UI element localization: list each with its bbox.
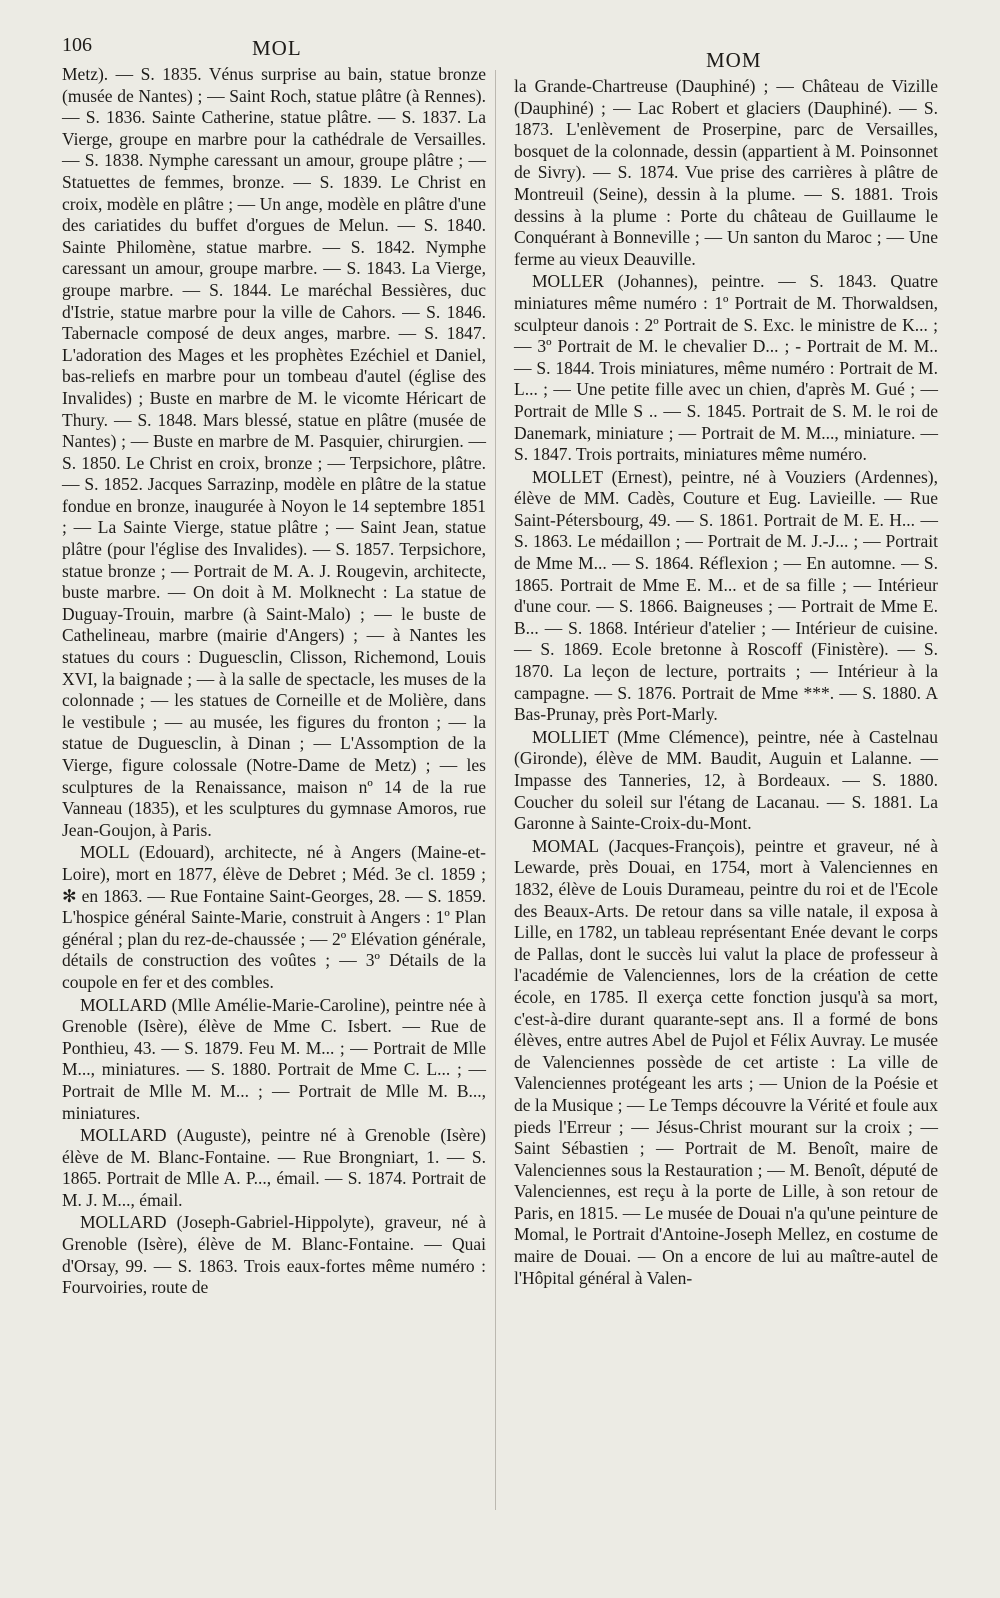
entry-momal-jacques: MOMAL (Jacques-François), peintre et graveur, né à Lewarde, près Douai, en 1754, mort à Valenciennes en 1832, élève de Louis Durameau, peintre du roi et de l'Ecole des Beaux-Arts. De retour dans sa ville natale, il exposa à Lille, en 1782, un tableau représentant Enée devant le corps de Pallas, dont le succès lui valut la place de professeur à l'académie de Valenciennes, lors de la création de cette école, en 1785. Il exerça cette fonction jusqu'à sa mort, c'est-à-dire durant quarante-sept ans. Il a formé de bons élèves, entre autres Abel de Pujol et Félix Auvray. Le musée de Valenciennes possède de cet artiste : La ville de Valenciennes protégeant les arts ; — Union de la Poésie et de la Musique ; — Le Temps découvre la Vérité et foule aux pieds l'Erreur ; — Jésus-Christ mourant sur la croix ; — Saint Sébastien ; — Portrait de M. Benoît, maire de Valenciennes sous la Restauration ; — M. Benoît, député de Valenciennes, est reçu à la porte de Lille, à son retour de Paris, en 1815. — Le musée de Douai n'a qu'une peinture de Momal, le Portrait d'Antoine-Joseph Mellez, en costume de maire de Douai. — On a encore de lui au maître-autel de l'Hôpital général à Valen-: [514, 835, 938, 1288]
entry-molliet-clemence: MOLLIET (Mme Clémence), peintre, née à Castelnau (Gironde), élève de MM. Baudit, Auguin et Lalanne. — Impasse des Tanneries, 12, à Bordeaux. — S. 1880. Coucher du soleil sur l'étang de Lacanau. — S. 1881. La Garonne à Sainte-Croix-du-Mont.: [514, 726, 938, 834]
left-column: [62, 64, 486, 1300]
entry-molknecht-continued: Metz). — S. 1835. Vénus surprise au bain, statue bronze (musée de Nantes) ; — Saint Roch, statue plâtre (à Rennes). — S. 1836. Sainte Catherine, statue plâtre. — S. 1837. La Vierge, groupe en marbre pour la cathédrale de Versailles. — S. 1838. Nymphe caressant un amour, groupe plâtre ; — Statuettes de femmes, bronze. — S. 1839. Le Christ en croix, modèle en plâtre ; — Un ange, modèle en plâtre d'une des cariatides du buffet d'orgues de Melun. — S. 1840. Sainte Philomène, statue marbre. — S. 1842. Nymphe caressant un amour, groupe marbre. — S. 1843. La Vierge, groupe marbre. — S. 1844. Le maréchal Bessières, duc d'Istrie, statue marbre pour la ville de Cahors. — S. 1846. Tabernacle composé de deux anges, marbre. — S. 1847. L'adoration des Mages et les prophètes Ezéchiel et Daniel, bas-reliefs en marbre pour un tombeau d'autel (église des Invalides) ; Buste en marbre de M. le vicomte Héricart de Thury. — S. 1848. Mars blessé, statue en plâtre (musée de Nantes) ; — Buste en marbre de M. Pasquier, chirurgien. — S. 1850. Le Christ en croix, bronze ; — Terpsichore, plâtre. — S. 1852. Jacques Sarrazinp, modèle en plâtre de la statue fondue en bronze, inaugurée à Noyon le 14 septembre 1851 ; — La Sainte Vierge, statue plâtre ; — Saint Jean, statue plâtre (pour l'église des Invalides). — S. 1857. Terpsichore, statue bronze ; — Portrait de M. A. J. Rougevin, architecte, buste marbre. — On doit à M. Molknecht : La statue de Duguay-Trouin, marbre (à Saint-Malo) ; — le buste de Cathelineau, marbre (mairie d'Angers) ; — à Nantes les statues du cours : Duguesclin, Clisson, Richemond, Louis XVI, la baignade ; — à la salle de spectacle, les muses de la colonnade ; — les statues de Corneille et de Molière, dans le vestibule ; — au musée, les figures du fronton ; — la statue de Duguesclin, à Dinan ; — L'Assomption de la Vierge, figure colossale (Notre-Dame de Metz) ; — les sculptures de la Renaissance, maison nº 14 de la rue Vanneau (1835), et les sculptures du gymnase Amoros, rue Jean-Goujon, à Paris.: [62, 64, 486, 840]
entry-mollard-amelie: MOLLARD (Mlle Amélie-Marie-Caroline), peintre née à Grenoble (Isère), élève de Mme C. Isbert. — Rue de Ponthieu, 43. — S. 1879. Feu M. M... ; — Portrait de Mlle M..., miniatures. — S. 1880. Portrait de Mme C. L... ; — Portrait de Mlle M. M... ; — Portrait de Mlle M. B..., miniatures.: [62, 994, 486, 1123]
entry-moll-edouard: MOLL (Edouard), architecte, né à Angers (Maine-et-Loire), mort en 1877, élève de Debret ; Méd. 3e cl. 1859 ; ✻ en 1863. — Rue Fontaine Saint-Georges, 28. — S. 1859. L'hospice général Sainte-Marie, construit à Angers : 1º Plan général ; plan du rez-de-chaussée ; — 2º Elévation générale, détails de construction des voûtes ; — 3º Détails de la coupole en fer et des combles.: [62, 842, 486, 992]
entry-mollard-joseph: MOLLARD (Joseph-Gabriel-Hippolyte), graveur, né à Grenoble (Isère), élève de M. Blanc-Fontaine. — Quai d'Orsay, 99. — S. 1863. Trois eaux-fortes même numéro : Fourvoiries, route de: [62, 1212, 486, 1298]
entry-mollet-ernest: MOLLET (Ernest), peintre, né à Vouziers (Ardennes), élève de MM. Cadès, Couture et Eug. Lavieille. — Rue Saint-Pétersbourg, 49. — S. 1861. Portrait de M. E. H... — S. 1863. Le médaillon ; — Portrait de M. J.-J... ; — Portrait de Mme M... — S. 1864. Réflexion ; — En automne. — S. 1865. Portrait de Mme E. M... et de sa fille ; — Intérieur d'une cour. — S. 1866. Baigneuses ; — Portrait de Mme E. B... — S. 1868. Intérieur d'atelier ; — Intérieur de cuisine. — S. 1869. Ecole bretonne à Roscoff (Finistère). — S. 1870. La leçon de lecture, portraits ; — Intérieur à la campagne. — S. 1876. Portrait de Mme ***. — S. 1880. A Bas-Prunay, près Port-Marly.: [514, 466, 938, 725]
entry-mollard-joseph-continued: la Grande-Chartreuse (Dauphiné) ; — Château de Vizille (Dauphiné) ; — Lac Robert et glaciers (Dauphiné). — S. 1873. L'enlèvement de Proserpine, parc de Versailles, bosquet de la colonnade, dessin (appartient à M. Poinsonnet de Sivry). — S. 1874. Vue prise des carrières à plâtre de Montreuil (Seine), dessin à la plume. — S. 1881. Trois dessins à la plume : Porte du château de Guillaume le Conquérant à Bonneville ; — Un santon du Maroc ; — Une ferme au vieux Deauville.: [514, 76, 938, 269]
entry-mollard-auguste: MOLLARD (Auguste), peintre né à Grenoble (Isère) élève de M. Blanc-Fontaine. — Rue Brongniart, 1. — S. 1865. Portrait de Mlle A. P..., émail. — S. 1874. Portrait de M. J. M..., émail.: [62, 1125, 486, 1210]
column-divider: [495, 70, 496, 1510]
running-head-right: MOM: [706, 48, 762, 72]
right-column: [514, 76, 938, 1290]
running-head-left: MOL: [252, 36, 302, 60]
page-number: 106: [62, 34, 92, 56]
entry-moller-johannes: MOLLER (Johannes), peintre. — S. 1843. Quatre miniatures même numéro : 1º Portrait de M. Thorwaldsen, sculpteur danois : 2º Portrait de S. Exc. le ministre de K... ; — 3º Portrait de M. le chevalier D... ; - Portrait de M. M.. — S. 1844. Trois miniatures, même numéro : Portrait de M. L... ; — Une petite fille avec un chien, d'après M. Gué ; — Portrait de Mlle S .. — S. 1845. Portrait de S. M. le roi de Danemark, miniature ; — Portrait de M. M..., miniature. — S. 1847. Trois portraits, miniatures même numéro.: [514, 271, 938, 465]
